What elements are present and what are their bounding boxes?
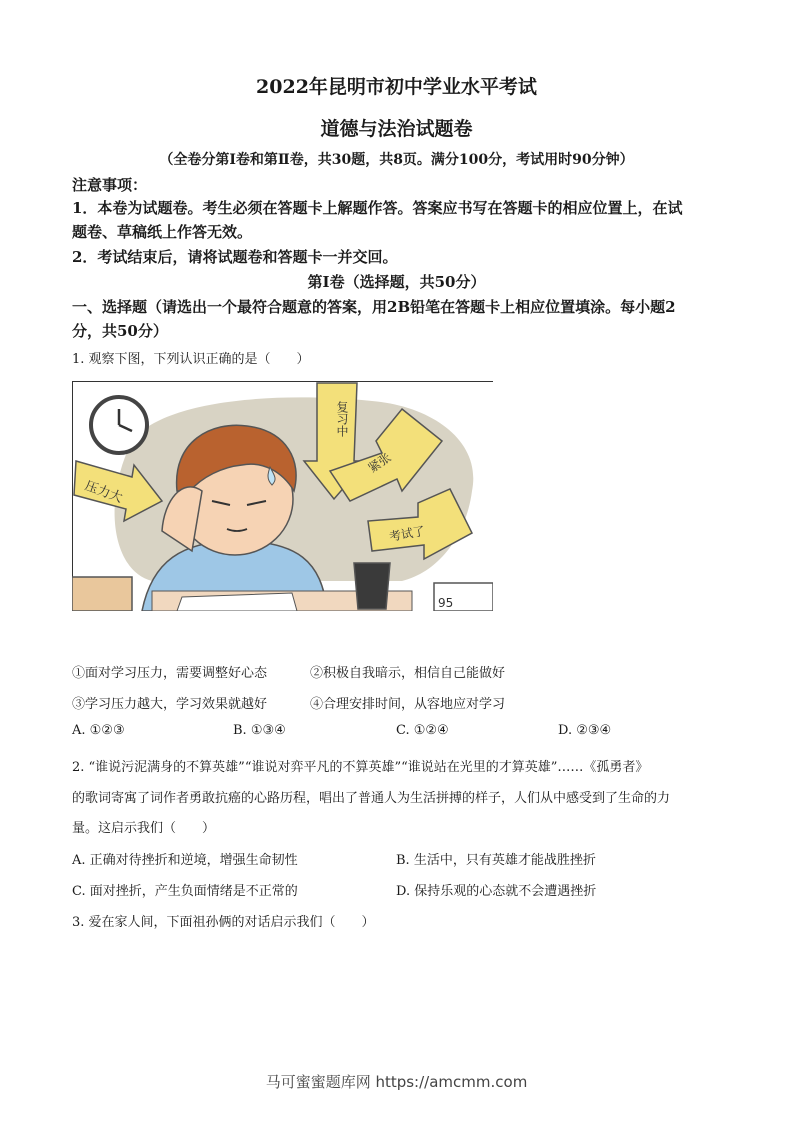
- arrow-label-nervous: 紧张: [365, 450, 394, 476]
- q1-stem: 1. 观察下图，下列认识正确的是（ ）: [72, 352, 310, 367]
- exam-info: （全卷分第Ⅰ卷和第Ⅱ卷，共30题，共8页。满分100分，考试用时90分钟）: [159, 152, 634, 168]
- exam-title: 2022年昆明市初中学业水平考试: [256, 76, 537, 98]
- q1-statement-3: ③学习压力越大，学习效果就越好: [72, 697, 268, 712]
- notes-heading: 注意事项：: [72, 176, 148, 194]
- arrow-label-pressure: 压力大: [82, 478, 125, 507]
- arrow-label-exam: 考试了: [388, 523, 426, 544]
- q3-stem: 3. 爱在家人间，下面祖孙俩的对话启示我们（ ）: [72, 915, 375, 930]
- q2-option-c: C. 面对挫折，产生负面情绪是不正常的: [72, 884, 298, 899]
- q2-stem-cont-1: 的歌词寄寓了词作者勇敢抗癌的心路历程，唱出了普通人为生活拼搏的样子，人们从中感受到了生命的力: [72, 791, 671, 806]
- books-stack: [72, 577, 132, 611]
- q1-option-d: D. ②③④: [558, 723, 612, 738]
- q2-option-b: B. 生活中，只有英雄才能战胜挫折: [396, 853, 596, 868]
- q1-statement-1: ①面对学习压力，需要调整好心态: [72, 666, 268, 681]
- q1-option-a: A. ①②③: [72, 723, 125, 738]
- q2-stem: 2. “谁说污泥满身的不算英雄”“谁说对弈平凡的不算英雄”“谁说站在光里的才算英雄”……《孤勇者》: [72, 760, 649, 775]
- calendar-text: 95: [438, 596, 454, 610]
- q1-illustration: [72, 381, 493, 611]
- q2-option-d: D. 保持乐观的心态就不会遭遇挫折: [396, 884, 597, 899]
- q2-option-a: A. 正确对待挫折和逆境，增强生命韧性: [72, 853, 298, 868]
- q1-statement-4: ④合理安排时间，从容地应对学习: [310, 697, 506, 712]
- part1-heading: 第Ⅰ卷（选择题，共50分）: [307, 273, 486, 291]
- notes-item-1-cont: 题卷、草稿纸上作答无效。: [72, 223, 253, 241]
- calendar-icon: [434, 583, 493, 611]
- notes-item-2: 2．考试结束后，请将试题卷和答题卡一并交回。: [72, 248, 398, 266]
- notes-item-1: 1．本卷为试题卷。考生必须在答题卡上解题作答。答案应书写在答题卡的相应位置上，在试: [72, 199, 683, 217]
- section-heading: 一、选择题（请选出一个最符合题意的答案，用2B铅笔在答题卡上相应位置填涂。每小题2: [72, 298, 676, 316]
- arrow-label-review: 复习中: [335, 401, 349, 437]
- exam-subject: 道德与法治试题卷: [320, 118, 473, 140]
- q1-statement-2: ②积极自我暗示，相信自己能做好: [310, 666, 506, 681]
- clock-icon: [91, 397, 147, 453]
- q2-stem-cont-2: 量。这启示我们（ ）: [72, 821, 216, 836]
- q1-option-b: B. ①③④: [233, 723, 286, 738]
- section-heading-cont: 分，共50分）: [72, 322, 168, 340]
- q1-option-c: C. ①②④: [396, 723, 449, 738]
- footer-watermark: 马可蜜蜜题库网 https://amcmm.com: [265, 1073, 528, 1091]
- cup: [354, 563, 390, 609]
